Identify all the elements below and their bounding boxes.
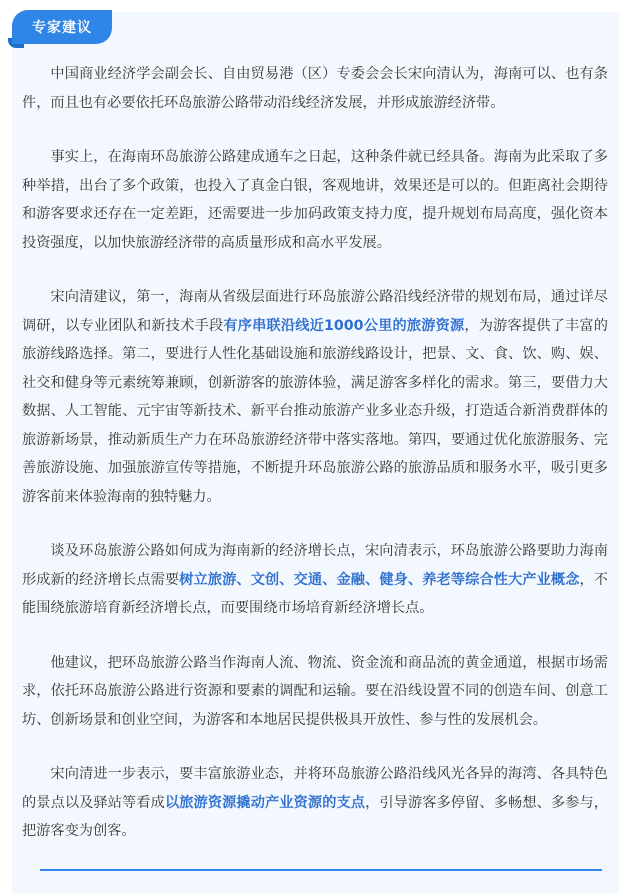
text-run: 宋向清建议，第一，海南从省级层面进行环岛旅游公路沿线经济带的规划布局，通过详尽调研，以专业团队和新技术手段	[22, 289, 608, 334]
paragraph-5	[22, 649, 608, 735]
text-run: 中国商业经济学会副会长、自由贸易港（区）专委会会长宋向清认为，海南可以、也有条件，而且也有必要依托环岛旅游公路带动沿线经济发展，并形成旅游经济带。	[22, 66, 608, 111]
highlighted-text: 以旅游资源撬动产业资源的支点	[164, 794, 366, 811]
text-run: 宋向清进一步表示，要丰富旅游业态，并将环岛旅游公路沿线风光各异的海湾、各具特色的景点以及驿站等看成	[22, 766, 608, 811]
paragraph-6	[22, 760, 608, 846]
highlighted-text: 树立旅游、文创、交通、金融、健身、养老等综合性大产业概念	[179, 571, 580, 588]
text-run: 他建议，把环岛旅游公路当作海南人流、物流、资金流和商品流的黄金通道，根据市场需求，依托环岛旅游公路进行资源和要素的调配和运输。要在沿线设置不同的创造车间、创意工坊、创新场景和创业空间，为游客和本地居民提供极具开放性、参与性的发展机会。	[22, 654, 608, 728]
text-run: 事实上，在海南环岛旅游公路建成通车之日起，这种条件就已经具备。海南为此采取了多种举措，出台了多个政策，也投入了真金白银，客观地讲，效果还是可以的。但距离社会期待和游客要求还存在一定差距，还需要进一步加码政策支持力度，提升规划布局高度，强化资本投资强度，以加快旅游经济带的高质量形成和高水平发展。	[22, 149, 608, 251]
paragraph-2	[22, 143, 608, 257]
article-body	[22, 60, 608, 872]
text-run: ，不能围绕旅游培育新经济增长点，而要围绕市场培育新经济增长点。	[22, 571, 608, 616]
section-title-tab: 专家建议	[12, 10, 112, 44]
bottom-divider	[40, 869, 602, 871]
text-run: ，引导游客多停留、多畅想、多参与，把游客变为创客。	[22, 794, 608, 839]
highlighted-text: 有序串联沿线近1000公里的旅游资源	[223, 317, 465, 334]
paragraph-4	[22, 537, 608, 623]
text-run: 谈及环岛旅游公路如何成为海南新的经济增长点，宋向清表示，环岛旅游公路要助力海南形成新的经济增长点需要	[22, 543, 608, 588]
paragraph-3	[22, 283, 608, 511]
text-run: ，为游客提供了丰富的旅游线路选择。第二，要进行人性化基础设施和旅游线路设计，把景、文、食、饮、购、娱、社交和健身等元素统筹兼顾，创新游客的旅游体验，满足游客多样化的需求。第三，要借力大数据、人工智能、元宇宙等新技术、新平台推动旅游产业多业态升级，打造适合新消费群体的旅游新场景，推动新质生产力在环岛旅游经济带中落实落地。第四，要通过优化旅游服务、完善旅游设施、加强旅游宣传等措施，不断提升环岛旅游公路的旅游品质和服务水平，吸引更多游客前来体验海南的独特魅力。	[22, 317, 608, 505]
paragraph-1	[22, 60, 608, 117]
